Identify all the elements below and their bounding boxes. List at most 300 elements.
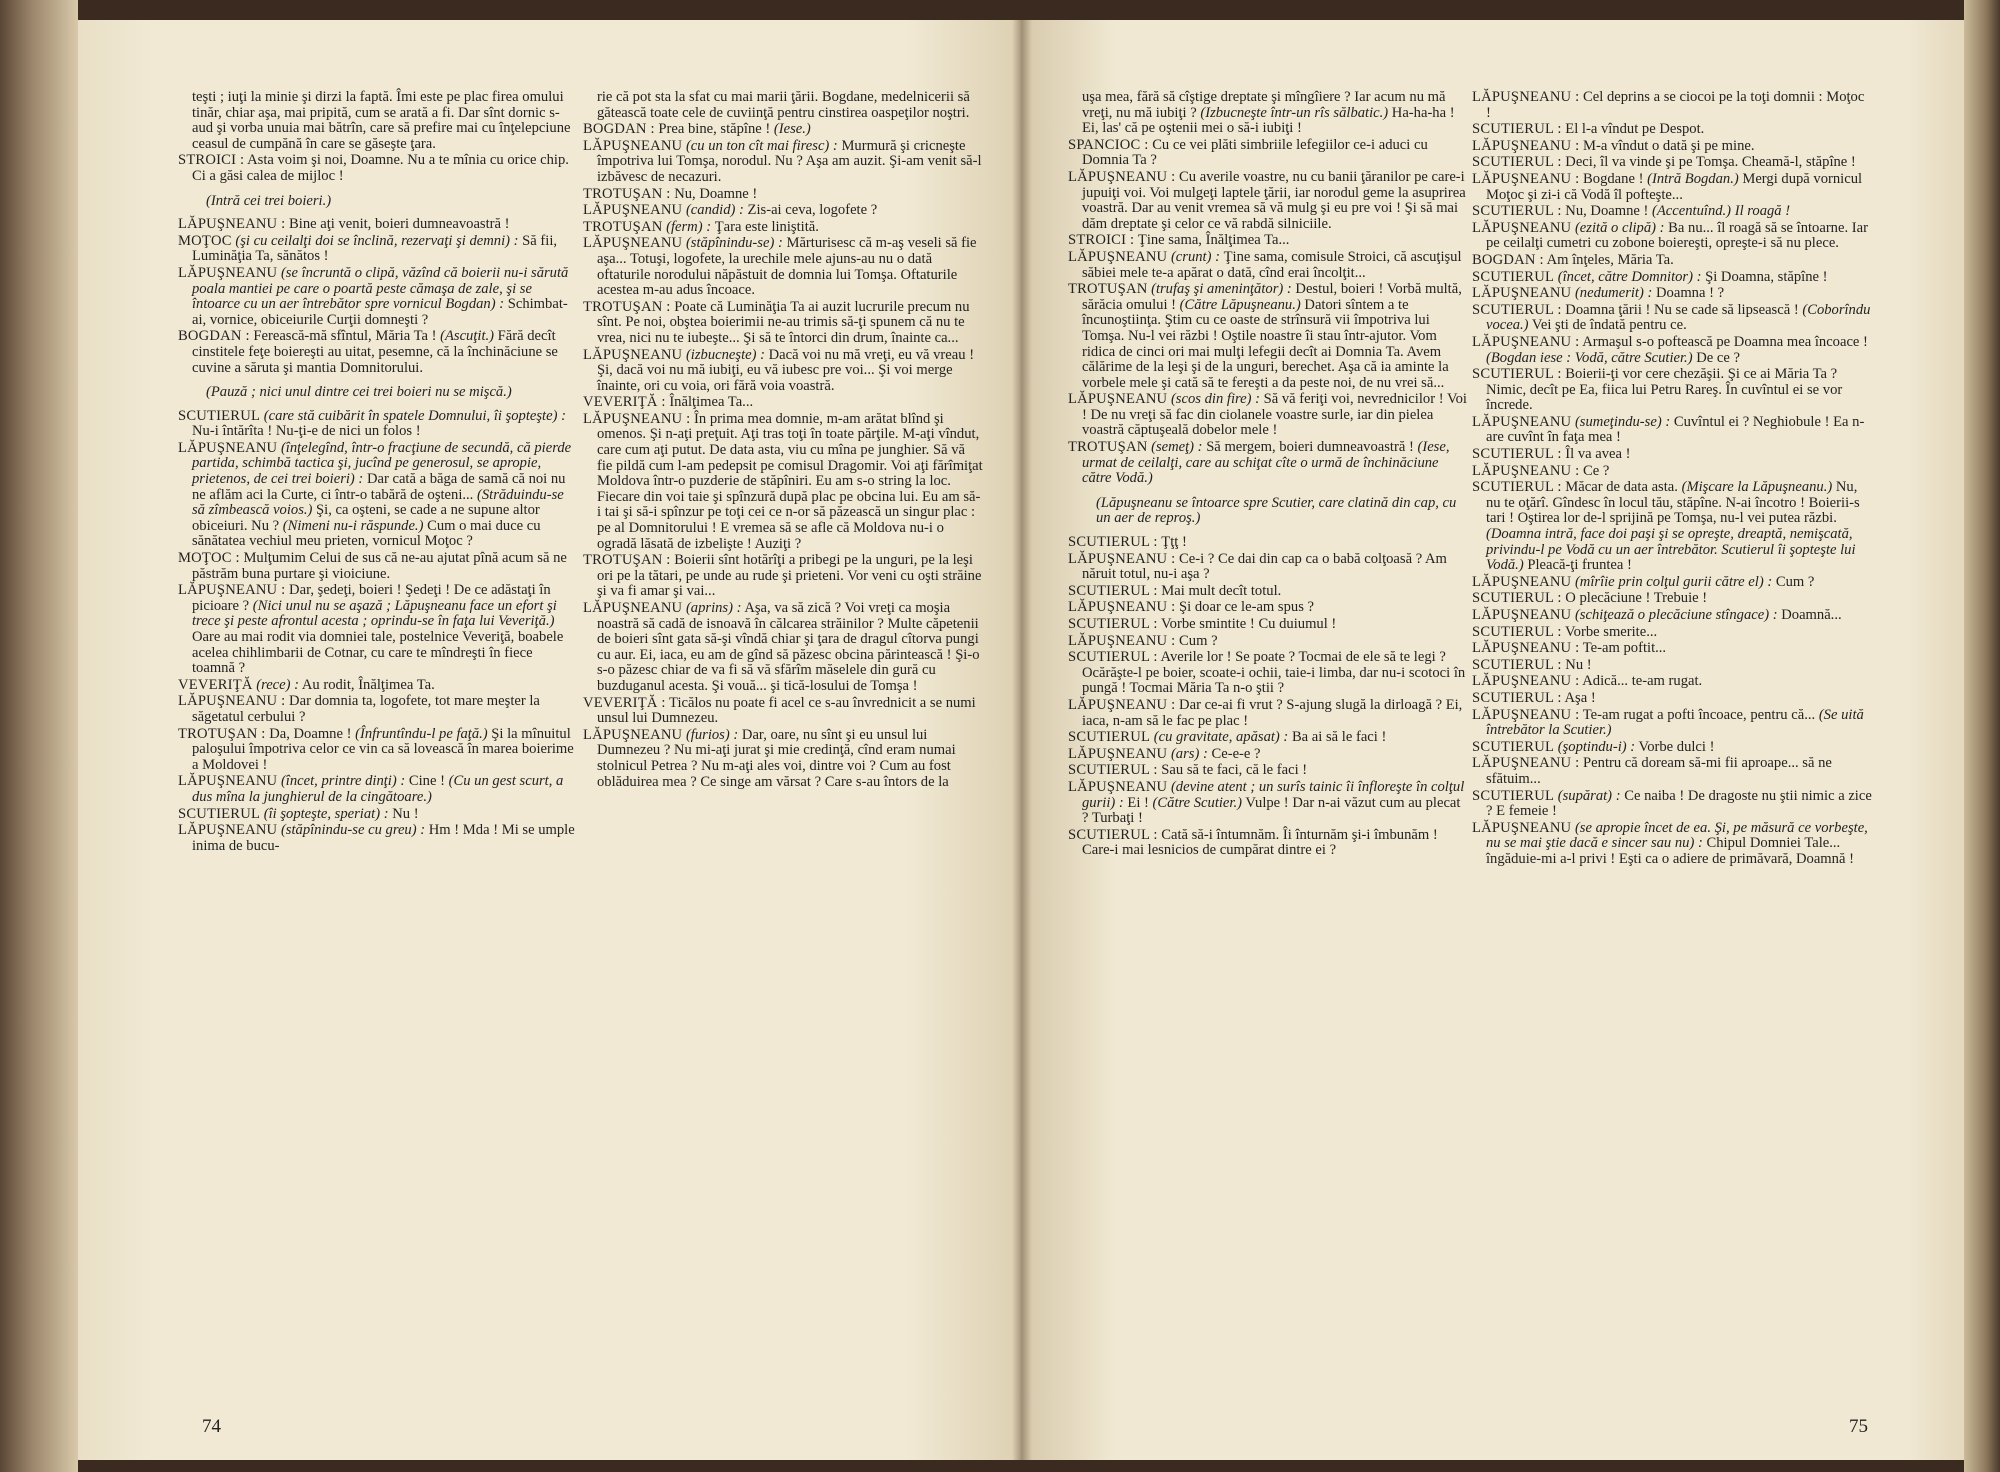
speaker-name: TROTUŞAN : (583, 298, 671, 315)
inline-direction: (Nici unul nu se aşază ; Lăpuşneanu face un efort şi trece şi peste afrontul acesta ; oprindu-se în faţa lui Veveriţă.) (192, 597, 557, 630)
spoken-text: Ţine sama, Înălţimea Ta... (1134, 232, 1290, 249)
spoken-text: Doamnă... (1777, 607, 1842, 623)
dialogue-line (583, 696, 983, 727)
dialogue-line (1068, 780, 1468, 827)
spoken-text: Chipul Domniei Tale... îngăduie-mi a-l privi ! Eşti ca o adiere de primăvară, Doamnă ! (1486, 835, 1854, 867)
speaker-direction: (scos din fire) : (1167, 391, 1260, 408)
speaker-direction: (semeţ) : (1147, 439, 1203, 456)
spoken-text: Cată să-i întumnăm. Îi înturnăm şi-i îmbunăm ! Care-i mai lesnicios de cumpărat dintre ei ? (1082, 826, 1438, 859)
dialogue-line (583, 395, 983, 411)
speaker-name: SPANCIOC : (1068, 136, 1149, 153)
speaker-name: LĂPUŞNEANU : (1472, 137, 1580, 154)
dialogue-line (1068, 170, 1468, 232)
dialogue-line (583, 300, 983, 347)
speaker-direction: (ferm) : (662, 218, 712, 235)
spoken-text: Te-am poftit... (1579, 640, 1667, 657)
speaker-name: STROICI : (178, 152, 245, 169)
dialogue-line (1068, 763, 1468, 779)
speaker-name: LĂPUŞNEANU : (178, 216, 286, 233)
left-column-2 (583, 90, 983, 791)
dialogue-line (1472, 625, 1872, 641)
speaker-name: SCUTIERUL : (1472, 623, 1562, 640)
speaker-name: LĂPUŞNEANU (1472, 819, 1572, 836)
dialogue-line (1472, 447, 1872, 463)
speaker-name: SCUTIERUL (1472, 268, 1555, 285)
dialogue-line (178, 409, 578, 440)
spoken-text: Cu ce vei plăti simbriile lefegiilor ce-i aduci cu Domnia Ta ? (1082, 136, 1428, 169)
dialogue-line (1472, 708, 1872, 739)
speaker-direction: (candid) : (682, 202, 744, 219)
dialogue-line (1068, 282, 1468, 391)
dialogue-line (1068, 440, 1468, 487)
dialogue-line (1068, 250, 1468, 281)
spoken-text: Nu ! (388, 805, 419, 822)
dialogue-line (1472, 756, 1872, 787)
speaker-name: VEVERIŢĂ : (583, 694, 666, 711)
dialogue-line (1472, 480, 1872, 574)
inline-direction: (Bogdan iese : Vodă, către Scutier.) (1486, 349, 1693, 366)
spoken-text: Măcar de data asta. (1561, 479, 1682, 496)
speaker-direction: (cu un ton cît mai firesc) : (682, 137, 838, 154)
spoken-text: Ce naiba ! De dragoste nu ştii nimic a zice ? E femeie ! (1486, 787, 1872, 820)
spoken-text: Adică... te-am rugat. (1579, 673, 1703, 690)
speaker-name: LĂPUŞNEANU : (583, 410, 691, 427)
spoken-text: Dar ce-ai fi vrut ? S-ajung slugă la dirloagă ? Ei, iaca, n-am să le fac pe plac ! (1082, 696, 1463, 729)
dialogue-line (1472, 575, 1872, 591)
dialogue-line (1068, 698, 1468, 729)
inline-direction: (Înfruntîndu-l pe faţă.) (355, 725, 488, 742)
dialogue-line (178, 153, 578, 184)
book-gutter (1012, 20, 1032, 1460)
spoken-text: Averile lor ! Se poate ? Tocmai de ele să te legi ? Ocărăşte-l pe boier, scoate-i ochii, taie-i limba, dar nu-i scotoci în pungă ! Tocmai Măria Ta n-o ştii ? (1082, 649, 1466, 697)
spoken-text: Poate că Luminăţia Ta ai auzit lucrurile precum nu sînt. Pe noi, obştea boierimii ne-au trimis să-ţi spunem că nu te vrea, nici nu te iubeşte... Şi să te întorci din drum, înainte ca... (597, 298, 970, 346)
dialogue-line (1472, 221, 1872, 252)
inline-direction: (Ascuţit.) (440, 328, 495, 345)
spoken-text: teşti ; iuţi la minie şi dirzi la faptă. Îmi este pe plac firea omului tinăr, chiar aşa, mai pripită, cum se arată a fi. Dar sînt dornic s-aud şi vorba unuia mai bătrîn, care să prefire mai cu înţelepciune ceasul de cumpănă în care se găseşte ţara. (192, 89, 571, 152)
page-right (1020, 20, 1964, 1460)
dialogue-line (583, 220, 983, 236)
page-number-right: 75 (1849, 1416, 1868, 1437)
speaker-name: VEVERIŢĂ (178, 676, 253, 693)
spoken-text: Aşa, va să zică ? Voi vreţi ca moşia noastră să cadă de isnoavă în călcarea străinilor ? Multe căpetenii de boieri sînt gata să-şi vîndă chiar şi ţara de dragul cîtorva pungi cu aur. Ei, iaca, eu am de gînd să păzesc obcina părintească ! Şi-o s-o păzesc chiar de va fi să vă sfărîm măselele din gură cu buzduganul acesta. Şi vouă... şi tică-losului de Tomşa ! (597, 600, 980, 694)
dialogue-line (178, 694, 578, 725)
speaker-name: LĂPUŞNEANU (583, 726, 683, 743)
dialogue-line (1472, 821, 1872, 868)
speaker-direction: (stăpînindu-se) : (682, 235, 783, 252)
speaker-direction: (şi cu ceilalţi doi se înclină, rezervaţi şi demni) : (231, 232, 519, 249)
spoken-text: Dacă voi nu mă vreţi, eu vă vreau ! Şi, dacă voi nu mă iubiţi, eu vă iubesc pre voi... Şi voi merge înainte, ori cu voia, ori fără voia voastră. (597, 346, 975, 394)
dialogue-line (1472, 286, 1872, 302)
speaker-name: LĂPUŞNEANU (1068, 778, 1168, 795)
spoken-text: Ce-i ? Ce dai din cap ca o babă colţoasă ? Am năruit totul, nu-i aşa ? (1082, 550, 1447, 583)
spoken-text: Bogdane ! (1579, 170, 1648, 187)
speaker-name: LĂPUŞNEANU (583, 202, 683, 219)
spoken-text: Dar domnia ta, logofete, tot mare meşter la săgetatul cerbului ? (192, 693, 540, 725)
speaker-name: SCUTIERUL (178, 407, 261, 424)
spoken-text: Asta voim şi noi, Doamne. Nu a te mînia cu orice chip. Ci a găsi calea de mijloc ! (192, 152, 569, 184)
inline-direction: (Mişcare la Lăpuşneanu.) (1681, 479, 1833, 496)
inline-direction: (Coborîndu vocea.) (1486, 301, 1871, 334)
dialogue-line (1472, 789, 1872, 820)
speaker-name: SCUTIERUL (1068, 729, 1151, 746)
spoken-text: Sau să te faci, că le faci ! (1157, 762, 1308, 779)
spoken-text: Ei ! (1123, 794, 1153, 811)
dialogue-line (1068, 617, 1468, 633)
speaker-name: SCUTIERUL : (1472, 590, 1562, 607)
dialogue-line (583, 553, 983, 600)
spoken-text: Cum ? (1772, 573, 1815, 590)
dialogue-line (1068, 392, 1468, 439)
speaker-name: TROTUŞAN : (583, 552, 671, 569)
stage-direction: (Intră cei trei boieri.) (206, 192, 332, 209)
spoken-text: Ba nu... îl roagă să se întoarne. Iar pe ceilalţi cumetri cu zobone boiereşti, opreşte-i să nu plece. (1486, 219, 1868, 252)
right-column-2 (1472, 90, 1872, 869)
speaker-name: BOGDAN : (178, 328, 250, 345)
spoken-text: Ţara este liniştită. (711, 218, 819, 235)
inline-direction: (Iese, urmat de ceilalţi, care au schiţat cîte o urmă de închinăciune către Vodă.) (1082, 439, 1450, 487)
spoken-text: Doamna ! ? (1652, 285, 1725, 302)
spoken-text: Oare au mai rodit via domniei tale, postelnice Veveriţă, boabele acelea chihlimbarii de Cotnar, cu care te mîndreşti în fiece toamnă ? (192, 629, 564, 677)
dialogue-line (1472, 155, 1872, 171)
spoken-text: El l-a vîndut pe Despot. (1561, 121, 1705, 138)
speaker-direction: (supărat) : (1554, 787, 1621, 804)
spoken-text: rie că pot sta la sfat cu mai marii ţării. Bogdane, medelnicerii să gătească toate cele de cuviinţă pentru cinstirea oaspeţilor noştri. (597, 89, 970, 121)
dialogue-line (1068, 90, 1468, 137)
dialogue-line (1472, 90, 1872, 121)
dialogue-line (178, 823, 578, 854)
spoken-text: Da, Doamne ! (265, 725, 356, 742)
spoken-text: Destul, boieri ! Vorbă multă, sărăcia omului ! (1082, 281, 1462, 313)
spoken-text: Să mergem, boieri dumneavoastră ! (1202, 439, 1418, 456)
speaker-name: SCUTIERUL : (1472, 656, 1562, 673)
spoken-text: Cum ? (1175, 632, 1218, 649)
speaker-name: LĂPUŞNEANU : (1472, 462, 1580, 479)
speaker-direction: (trufaş şi ameninţător) : (1147, 281, 1292, 298)
speaker-name: LĂPUŞNEANU : (1472, 333, 1580, 350)
spoken-text: Să vă feriţi voi, nevrednicilor ! Voi ! De nu vreţi să fac din ciolanele voastre surle, iar din pielea voastră căptuşeală dobelor mele ! (1082, 391, 1467, 439)
speaker-name: BOGDAN : (1472, 251, 1544, 268)
dialogue-line (1472, 674, 1872, 690)
speaker-name: SCUTIERUL : (1472, 366, 1562, 383)
spoken-text: Dar, oare, nu sînt şi eu unsul lui Dumnezeu ? Nu mi-aţi jurat şi mie credinţă, cînd eram numai stolnicul Petrea ? Nu m-aţi ales voi, dintre voi ? Cum au fost oblăduirea mea ? Ce singe am vărsat ? Care s-au întors de la (597, 726, 956, 790)
spoken-text: Ce ? (1579, 462, 1610, 479)
spoken-text: Pleacă-ţi fruntea ! (1523, 557, 1632, 574)
spoken-text: Mulţumim Celui de sus că ne-au ajutat pînă acum să ne păstrăm buna purtare şi vioiciune. (192, 550, 567, 582)
speaker-name: LĂPUŞNEANU (178, 439, 278, 456)
speaker-name: SCUTIERUL : (1472, 446, 1562, 463)
spoken-text: Ha-ha-ha ! Ei, las' că pe oştenii mei o să-i iubiţi ! (1082, 104, 1455, 137)
inline-direction: (Doamna intră, face doi paşi şi se opreşte, dreaptă, nemişcată, privindu-l pe Vodă cu un aer întrebător. Scutierul îi şopteşte lui Vodă.) (1486, 526, 1856, 574)
right-column-1 (1068, 90, 1468, 860)
dialogue-line (583, 139, 983, 186)
spoken-text: Te-am rugat a pofti încoace, pentru că... (1579, 706, 1819, 723)
dialogue-line (1472, 172, 1872, 203)
speaker-direction: (încet, printre dinţi) : (277, 773, 406, 790)
speaker-name: LĂPUŞNEANU : (1472, 640, 1580, 657)
dialogue-line (178, 807, 578, 823)
speaker-name: VEVERIŢĂ : (583, 394, 666, 411)
spoken-text: Vorbe dulci ! (1635, 738, 1715, 755)
dialogue-line (583, 348, 983, 395)
spoken-text: Nu, Doamne ! (670, 185, 758, 202)
speaker-direction: (mîrîie prin colţul gurii către el) : (1571, 573, 1773, 590)
spoken-text: Au rodit, Înălţimea Ta. (299, 676, 435, 693)
speaker-name: STROICI : (1068, 232, 1135, 249)
spoken-text: În prima mea domnie, m-am arătat blînd şi omenos. Şi n-aţi preţuit. Aţi tras toţi în toate părţile. M-aţi vîndut, care cum aţi putut. De data asta, viu cu mîna pe junghier. Să vă fie pildă cum l-am pedepsit pe comisul Dragomir. Voi aţi fărîmiţat Moldova într-o puzderie de stăpîniri. Eu am s-o string la loc. Fiecare din voi taie şi spînzură după plac pe obcina lui. Eu am să-i tai şi să-i spînzur pe toţi cei ce n-or să păzească un singur plac : pe al Domnitorului ! E vremea să se afle că Moldova nu-i o ogradă lăsată de izbelişte ! Auziţi ? (597, 410, 983, 552)
speaker-name: LĂPUŞNEANU (583, 137, 683, 154)
speaker-name: LĂPUŞNEANU : (1068, 168, 1176, 185)
speaker-name: LĂPUŞNEANU (178, 822, 278, 839)
stage-direction: (Pauză ; nici unul dintre cei trei boieri nu se mişcă.) (206, 384, 512, 401)
speaker-name: SCUTIERUL : (1472, 203, 1562, 220)
speaker-name: LĂPUŞNEANU (1472, 219, 1572, 236)
dialogue-line (178, 551, 578, 582)
spoken-text: Armaşul s-o poftească pe Doamna mea încoace ! (1579, 333, 1868, 350)
spoken-text: Prea bine, stăpîne ! (654, 121, 774, 138)
dialogue-line (1472, 464, 1872, 480)
speaker-name: LĂPUŞNEANU (583, 235, 683, 252)
spoken-text: Deci, îl va vinde şi pe Tomşa. Cheamă-l, stăpîne ! (1561, 154, 1856, 171)
speaker-name: LĂPUŞNEANU : (1068, 599, 1176, 616)
spoken-text: Ticălos nu poate fi acel ce s-au învrednicit a se numi unsul lui Dumnezeu. (597, 694, 976, 727)
spoken-text: Şi doar ce le-am spus ? (1175, 599, 1315, 616)
inline-direction: (Nimeni nu-i răspunde.) (282, 517, 424, 534)
speaker-name: LĂPUŞNEANU : (1472, 89, 1580, 105)
spoken-text: Dar cată a băga de samă că noi nu ne aflăm aci la Curte, ci într-o tabără de oşteni... (192, 471, 566, 503)
spoken-text: Murmură şi cricneşte împotriva lui Tomşa, norodul. Nu ? Aşa am auzit. Şi-am venit să-l izbăvesc de necazuri. (597, 137, 982, 185)
spoken-text: Şi la mînuitul paloşului împotriva celor ce vin ca să lovească în marea boierime a Moldovei ! (192, 725, 574, 773)
inline-direction: (Către Scutier.) (1152, 794, 1242, 811)
spoken-text: Nu, Doamne ! (1561, 203, 1653, 220)
right-page-edges (1964, 0, 2000, 1472)
inline-direction: Il roagă ! (1734, 203, 1791, 220)
speaker-name: LĂPUŞNEANU : (1068, 632, 1176, 649)
speaker-name: SCUTIERUL (1472, 738, 1555, 755)
speaker-name: LĂPUŞNEANU (583, 600, 683, 616)
dialogue-line (1068, 552, 1468, 583)
speaker-direction: (devine atent ; un surîs tainic îi înfloreşte în colţul gurii) : (1082, 778, 1465, 811)
dialogue-line (1068, 600, 1468, 616)
spoken-text: Zis-ai ceva, logofete ? (743, 202, 878, 219)
spoken-text: Ba ai să le faci ! (1288, 729, 1387, 746)
speaker-name: SCUTIERUL : (1068, 534, 1158, 551)
speaker-name: SCUTIERUL : (1068, 762, 1158, 779)
spoken-text: Am înţeles, Măria Ta. (1543, 251, 1674, 268)
dialogue-line (1068, 828, 1468, 859)
dialogue-line (1068, 747, 1468, 763)
speaker-direction: (ezită o clipă) : (1571, 219, 1665, 236)
spoken-text: Nu, nu te oţărî. Gîndesc în locul tău, stăpîne. N-ai încotro ! Boierii-s tari ! Oştirea lor de-l sprijină pe Tomşa, nu-l vei putea răzbi. (1486, 479, 1860, 527)
speaker-direction: (ars) : (1167, 745, 1208, 762)
dialogue-line (1472, 740, 1872, 756)
dialogue-line (1472, 415, 1872, 446)
dialogue-line (583, 412, 983, 552)
dialogue-line (178, 441, 578, 550)
spoken-text: Boierii sînt hotărîţi a pribegi pe la unguri, pe la leşi ori pe la tătari, pe unde au rude şi prieteni. Vor veni cu oşti străine şi va fi amar şi vai... (597, 552, 982, 600)
dialogue-line (178, 329, 578, 376)
spoken-text: Vei şti de îndată pentru ce. (1528, 317, 1687, 334)
spoken-text: De ce ? (1692, 349, 1740, 366)
dialogue-line (1068, 634, 1468, 650)
dialogue-line (178, 678, 578, 694)
spoken-text: Nu-i întărîta ! Nu-ţi-e de nici un folos ! (192, 423, 421, 440)
spoken-text: Cine ! (405, 773, 449, 790)
speaker-direction: (aprins) : (682, 600, 742, 616)
dialogue-line (1472, 691, 1872, 707)
speaker-name: SCUTIERUL (178, 805, 261, 822)
spoken-text: Hm ! Mda ! Mi se umple inima de bucu- (192, 822, 575, 854)
dialogue-line (1472, 253, 1872, 269)
speaker-name: SCUTIERUL : (1472, 154, 1562, 171)
dialogue-line (1068, 233, 1468, 249)
speaker-direction: (crunt) : (1167, 248, 1220, 265)
dialogue-line (178, 266, 578, 328)
speaker-direction: (care stă cuibărit în spatele Domnului, îi şopteşte) : (260, 407, 566, 424)
dialogue-line (1472, 270, 1872, 286)
dialogue-line (1472, 367, 1872, 414)
dialogue-line (1472, 335, 1872, 366)
inline-direction: (Iese.) (773, 121, 811, 138)
dialogue-line (1068, 650, 1468, 697)
speaker-name: TROTUŞAN (1068, 439, 1148, 456)
dialogue-line (1472, 139, 1872, 155)
spoken-text: uşa mea, fără să cîştige dreptate şi mîngîiere ? Iar acum nu mă vreţi, nu mă iubiţi ? (1082, 89, 1446, 121)
speaker-name: LĂPUŞNEANU (178, 773, 278, 790)
speaker-name: MOŢOC : (178, 550, 240, 567)
dialogue-line (178, 234, 578, 265)
spoken-text: Aşa ! (1561, 689, 1596, 706)
dialogue-line (178, 217, 578, 233)
spoken-text: Şi, ca oşteni, se cade a ne supune altor obiceiuri. Nu ? (192, 502, 540, 534)
speaker-name: SCUTIERUL : (1472, 121, 1562, 138)
speaker-name: LĂPUŞNEANU : (1472, 170, 1580, 187)
speaker-name: MOŢOC (178, 232, 232, 249)
spoken-text: Datori sîntem a te încunoştiinţa. Ştim cu ce oaste de strînsură vii împotriva lui Tomşa. Nu-l vei răzbi ! Oştile noastre îi stau într-ajutor. Vom ridica de cinci ori mai mulţi lefegii decît ai Domnia Ta. Avem călărime de la leşi şi de la unguri, berechet. Aşa că ia aminte la vorbele mele şi cată să te fereşti a da peste noi, de nu vrei să... (1082, 296, 1449, 391)
spoken-text: Doamna ţării ! Nu se cade să lipsească ! (1561, 301, 1803, 318)
dialogue-line (178, 727, 578, 774)
speaker-name: LĂPUŞNEANU (1472, 413, 1572, 430)
speaker-direction: (îi şopteşte, speriat) : (260, 805, 389, 822)
spoken-text: Nu ! (1561, 656, 1592, 673)
dialogue-line (1472, 641, 1872, 657)
page-number-left: 74 (202, 1416, 221, 1437)
spoken-text: Dar, şedeţi, boieri ! Şedeţi ! De ce adăstaţi în picioare ? (192, 582, 551, 614)
spoken-text: Ţţţ ! (1157, 534, 1187, 551)
speaker-direction: (încet, către Domnitor) : (1554, 268, 1702, 285)
inline-direction: (Accentuînd.) (1652, 203, 1732, 220)
speaker-name: LĂPUŞNEANU (1472, 573, 1572, 590)
left-column-1 (178, 90, 578, 855)
speaker-direction: (se apropie încet de ea. Şi, pe măsură ce vorbeşte, nu se mai ştie dacă e sincer sau nu) : (1486, 819, 1868, 852)
speaker-name: LĂPUŞNEANU : (178, 693, 286, 710)
inline-direction: (Către Lăpuşneanu.) (1179, 296, 1301, 313)
speaker-name: SCUTIERUL : (1068, 582, 1158, 599)
speaker-name: LĂPUŞNEANU : (1472, 706, 1580, 723)
speaker-name: LĂPUŞNEANU : (1068, 550, 1176, 567)
speaker-name: SCUTIERUL (1472, 787, 1555, 804)
dialogue-line (583, 601, 983, 695)
spoken-text: Mergi după vornicul Moţoc şi zi-i că Vodă îl pofteşte... (1486, 170, 1863, 203)
speaker-name: SCUTIERUL : (1472, 479, 1562, 496)
dialogue-line (1068, 730, 1468, 746)
speaker-direction: (stăpînindu-se cu greu) : (277, 822, 426, 839)
spoken-text: Înălţimea Ta... (665, 394, 754, 411)
page-left (78, 20, 1020, 1460)
speaker-direction: (sumeţindu-se) : (1571, 413, 1671, 430)
speaker-direction: (rece) : (252, 676, 300, 693)
spoken-text: Vorbe smerite... (1561, 623, 1658, 640)
spoken-text: Ţine sama, comisule Stroici, că ascuţişul săbiei mele te-a apărat o dată, cînd erai încolţit... (1082, 248, 1462, 281)
spoken-text: Vorbe smintite ! Cu duiumul ! (1157, 616, 1337, 632)
dialogue-line (583, 728, 983, 790)
speaker-name: LĂPUŞNEANU : (178, 582, 286, 599)
spoken-text: Cuvîntul ei ? Neghiobule ! Ea n-are cuvînt în faţa mea ! (1486, 413, 1865, 446)
speaker-name: TROTUŞAN : (583, 185, 671, 202)
speaker-direction: (cu gravitate, apăsat) : (1150, 729, 1289, 746)
speaker-name: SCUTIERUL : (1068, 649, 1158, 666)
stage-direction: (Lăpuşneanu se întoarce spre Scutier, care clatină din cap, cu un aer de reproş.) (1096, 494, 1457, 527)
inline-direction: (Se uită întrebător la Scutier.) (1486, 706, 1864, 739)
spoken-text: Schimbat-ai, vornice, obiceiurile Curţii domneşti ? (192, 296, 568, 328)
dialogue-line (583, 236, 983, 298)
speaker-name: TROTUŞAN (583, 218, 663, 235)
dialogue-line (1068, 138, 1468, 169)
speaker-direction: (izbucneşte) : (682, 346, 765, 363)
dialogue-line (178, 774, 578, 805)
spoken-text: Bine aţi venit, boieri dumneavoastră ! (285, 216, 510, 233)
speaker-name: SCUTIERUL : (1472, 689, 1562, 706)
dialogue-line (1472, 658, 1872, 674)
spoken-text: Pentru că doream să-mi fii aproape... să ne sfătuim... (1486, 755, 1832, 787)
spoken-text: Cum o mai duce cu sănătatea vechiul meu prieten, vornicul Moţoc ? (192, 517, 541, 550)
left-page-edges (0, 0, 78, 1472)
speaker-direction: (furios) : (682, 726, 739, 743)
speaker-name: LĂPUŞNEANU (1472, 285, 1572, 302)
dialogue-line (178, 583, 578, 677)
speaker-name: TROTUŞAN : (178, 725, 266, 742)
dialogue-line (1472, 122, 1872, 138)
inline-direction: (Izbucneşte într-un rîs sălbatic.) (1200, 104, 1389, 121)
speaker-direction: (înţelegînd, într-o fracţiune de secundă, că pierde partida, schimbă tactica şi, jucînd pe generosul, se apropie, prietenos, de cei trei boieri) : (192, 439, 572, 488)
spoken-text: Ferească-mă sfîntul, Măria Ta ! (249, 328, 441, 345)
spoken-text: Cel deprins a se ciocoi pe la toţi domnii : Moţoc ! (1486, 89, 1865, 121)
dialogue-line (1472, 608, 1872, 624)
speaker-name: LĂPUŞNEANU (1068, 745, 1168, 762)
spoken-text: Vulpe ! Dar n-ai văzut cum au plecat ? Turbaţi ! (1082, 794, 1461, 827)
dialogue-line (583, 90, 983, 121)
speaker-name: BOGDAN : (583, 121, 655, 138)
spoken-text: O plecăciune ! Trebuie ! (1561, 590, 1708, 607)
dialogue-line (1068, 584, 1468, 600)
inline-direction: (Intră Bogdan.) (1647, 170, 1739, 187)
inline-direction: (Străduindu-se să zîmbească voios.) (192, 486, 564, 519)
spoken-text: Îl va avea ! (1561, 446, 1631, 463)
speaker-name: LĂPUŞNEANU (178, 264, 278, 281)
speaker-direction: (şoptindu-i) : (1554, 738, 1636, 755)
spoken-text: M-a vîndut o dată şi pe mine. (1579, 137, 1755, 154)
dialogue-line (1068, 535, 1468, 551)
speaker-name: SCUTIERUL : (1068, 616, 1158, 632)
speaker-name: LĂPUŞNEANU (583, 346, 683, 363)
dialogue-line (1472, 204, 1872, 220)
dialogue-line (178, 90, 578, 152)
speaker-direction: (schiţează o plecăciune stîngace) : (1571, 607, 1778, 623)
dialogue-line (583, 187, 983, 203)
dialogue-line (583, 122, 983, 138)
inline-direction: (Cu un gest scurt, a dus mîna la junghierul de la cingătoare.) (192, 773, 564, 805)
speaker-name: LĂPUŞNEANU : (1472, 673, 1580, 690)
spoken-text: Cu averile voastre, nu cu banii ţăranilor pe care-i jupuiţi voi. Voi mulgeţi laptele ţării, iar norodul geme la asuprirea voastră. Dar au venit vremea să vă mulg şi eu pre voi ! Şi să mai dăm dreptate şi celor ce vă rabdă silniciile. (1082, 168, 1466, 232)
